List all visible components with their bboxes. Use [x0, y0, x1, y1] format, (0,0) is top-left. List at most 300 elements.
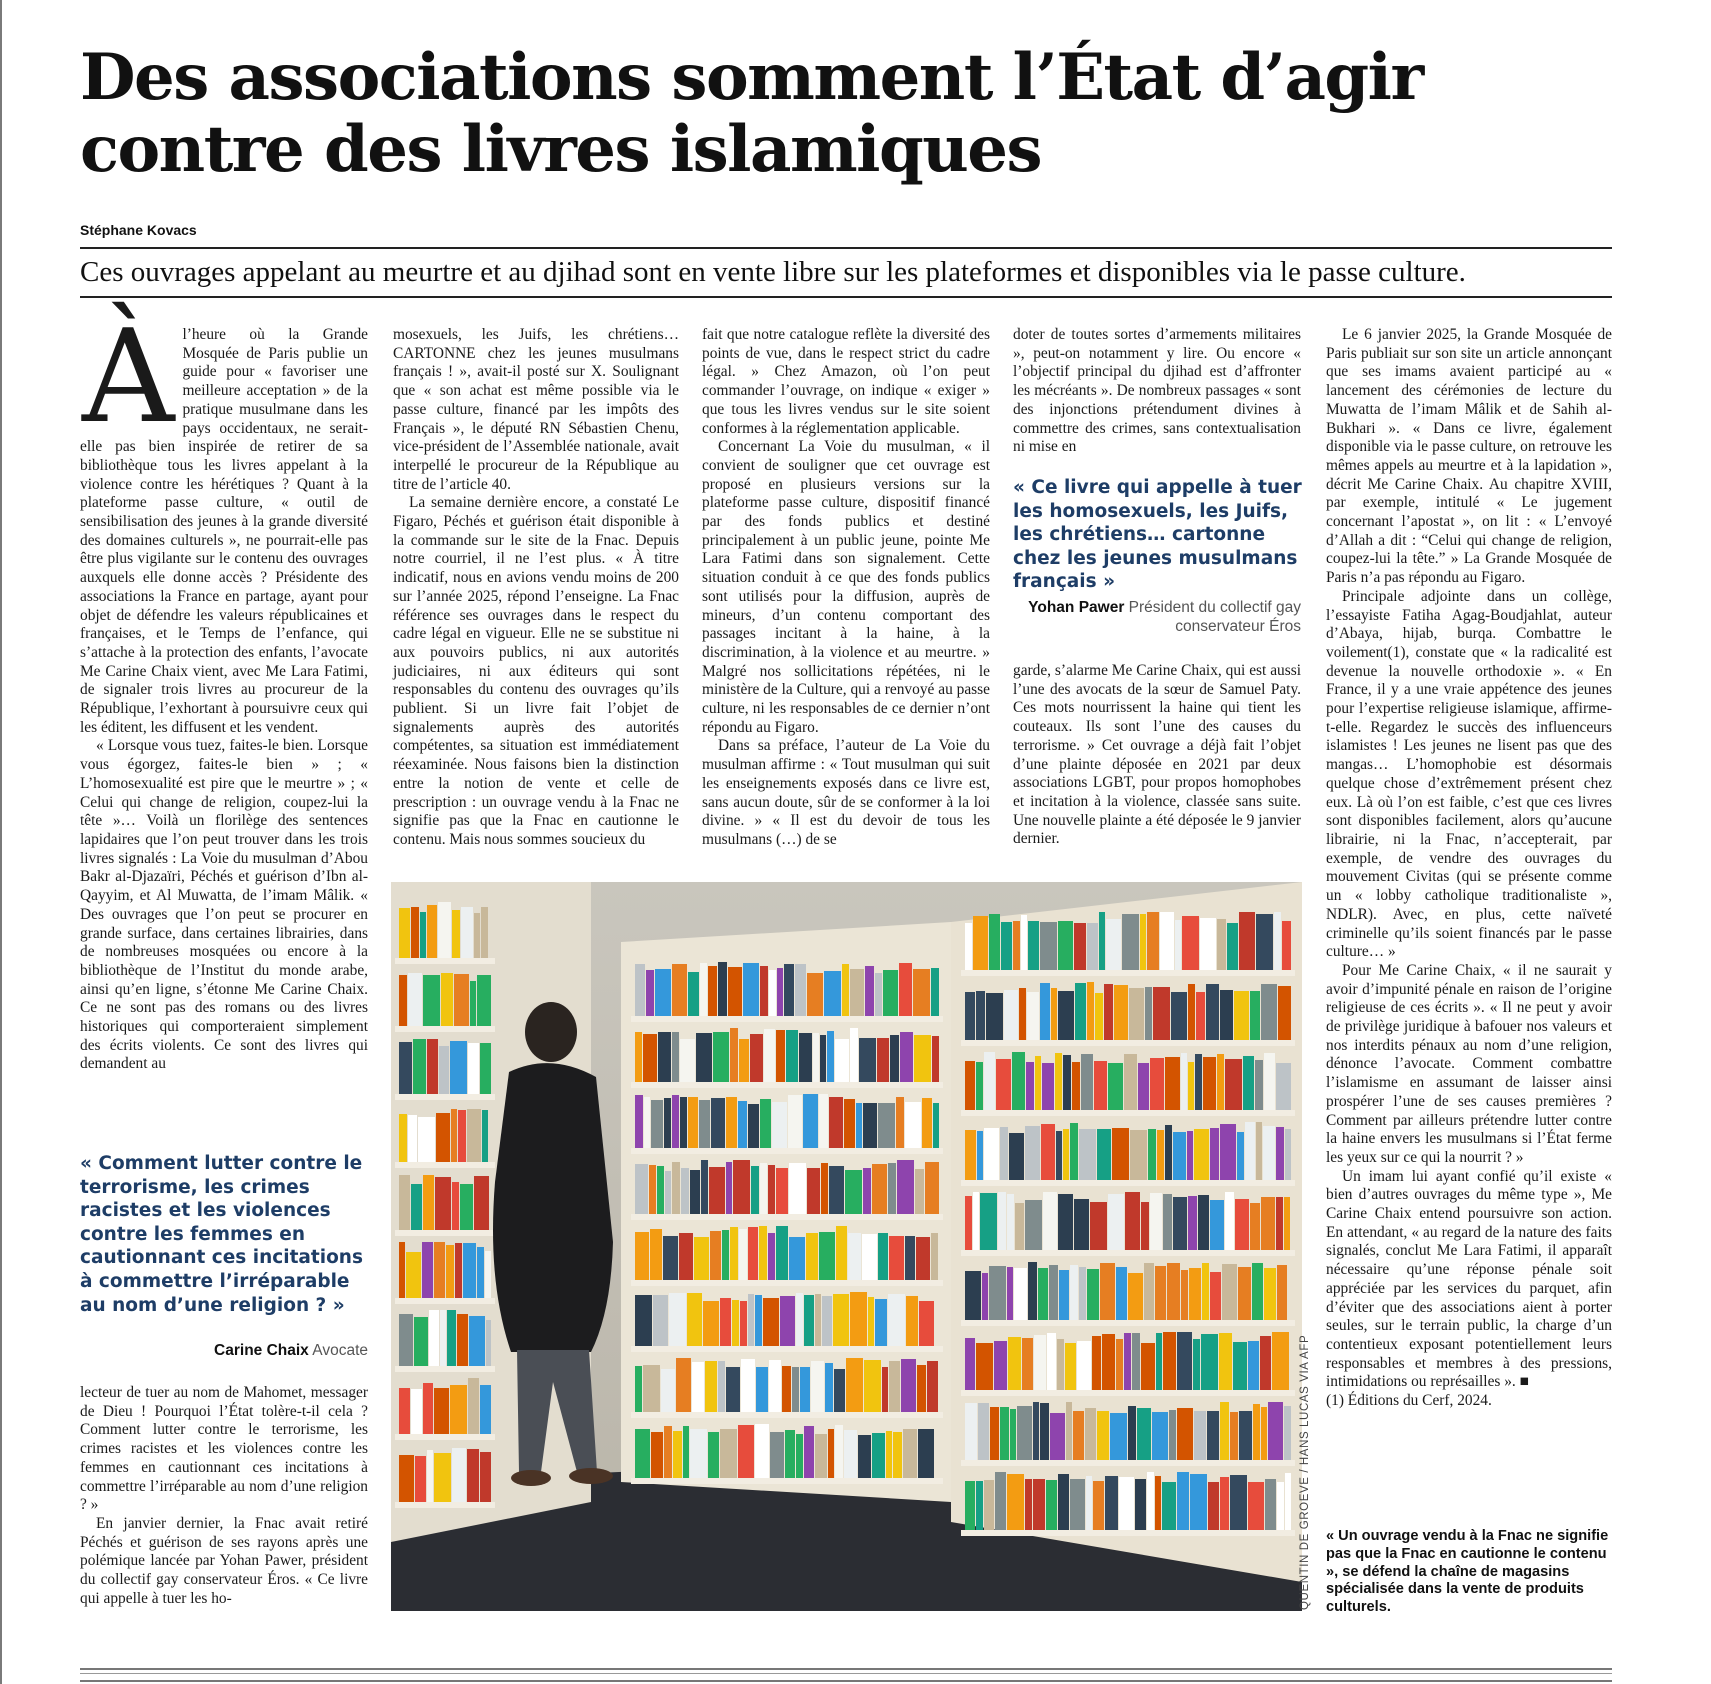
book-spine [1153, 987, 1170, 1040]
book-spine [1094, 1061, 1107, 1110]
book-spine [651, 1100, 663, 1148]
book-spine [1140, 914, 1146, 970]
shelf-board [395, 1366, 495, 1372]
book-spine [915, 1169, 924, 1214]
book-spine [769, 970, 776, 1016]
book-spine [976, 1481, 983, 1530]
book-spine [415, 1456, 426, 1502]
book-spine [711, 1098, 725, 1148]
book-spine [423, 1383, 433, 1434]
byline: Stéphane Kovacs [80, 222, 197, 238]
book-spine [1041, 1124, 1055, 1180]
book-spine [1141, 1343, 1155, 1390]
book-spine [1276, 1127, 1284, 1180]
book-spine [1147, 1472, 1154, 1530]
book-spine [1057, 1339, 1064, 1390]
book-spine [1087, 982, 1094, 1040]
book-spine [1181, 1053, 1187, 1110]
book-spine [932, 1036, 939, 1082]
book-spine [1013, 921, 1020, 970]
book-spine [1219, 1333, 1232, 1390]
book-spine [468, 1043, 479, 1094]
book-spine [699, 1100, 710, 1148]
book-spine [643, 1034, 657, 1082]
book-spine [739, 1039, 749, 1082]
book-spine [661, 1369, 675, 1412]
book-spine [705, 1361, 717, 1412]
book-spine [1116, 1339, 1123, 1390]
book-spine [877, 1038, 889, 1082]
book-spine [1171, 992, 1187, 1040]
col4-paragraph-2: garde, s’alarme Me Carine Chaix, qui est aussi l’une des avocats de la sœur de Samuel Paty. Ces mots nourrissent la haine qui tient les couteaux. Ils sont l’une des causes du terrorisme. » Cet ouvrage a déjà fait l’objet d’une plainte déposée en 2021 par deux associations LGBT, pour propos homophobes et incitation à la violence, classée sans suite. Une nouvelle plainte a été déposée le 9 janvier dernier. [1013, 662, 1301, 848]
book-spine [850, 1292, 867, 1346]
book-spine [436, 1113, 450, 1162]
book-spine [917, 1365, 926, 1412]
customer-coat [493, 1063, 613, 1352]
book-spine [1196, 992, 1205, 1040]
book-spine [769, 1360, 781, 1412]
book-spine [480, 1043, 491, 1094]
book-spine [1092, 1336, 1101, 1390]
quote-author-name: Carine Chaix [214, 1342, 309, 1359]
book-spine [650, 1229, 662, 1280]
book-spine [1144, 1263, 1154, 1320]
book-spine [413, 1039, 426, 1094]
book-spine [672, 1032, 679, 1082]
book-spine [1095, 993, 1103, 1040]
book-spine [1043, 1192, 1057, 1250]
book-spine [1063, 1129, 1069, 1180]
dropcap: À [82, 303, 175, 452]
book-spine [1019, 988, 1026, 1040]
book-spine [681, 1168, 689, 1214]
book-spine [1282, 921, 1291, 970]
bottom-rule [80, 1668, 1612, 1682]
book-spine [903, 1429, 917, 1478]
book-spine [965, 1271, 981, 1320]
book-spine [751, 1166, 759, 1214]
book-spine [1261, 1197, 1275, 1250]
book-spine [865, 966, 874, 1016]
book-spine [1007, 1194, 1014, 1250]
book-spine [423, 975, 440, 1026]
book-spine [1225, 1059, 1242, 1110]
shelf-board [395, 1298, 495, 1304]
book-spine [480, 1452, 491, 1502]
book-spine [1128, 1406, 1136, 1460]
book-spine [452, 1182, 459, 1230]
book-spine [863, 1168, 871, 1214]
quote-author-role: Président du collectif gay conservateur Éros [1128, 599, 1301, 635]
book-spine [690, 1429, 707, 1478]
book-spine [1202, 1263, 1209, 1320]
shelf-board [961, 970, 1295, 976]
rule-mid [80, 296, 1612, 298]
book-spine [819, 1094, 828, 1148]
book-spine [1264, 1053, 1275, 1110]
book-spine [760, 1163, 767, 1214]
book-spine [813, 1033, 819, 1082]
book-spine [399, 975, 407, 1026]
book-spine [933, 1103, 939, 1148]
book-spine [1265, 1479, 1276, 1530]
shelf-board [395, 1434, 495, 1440]
book-spine [701, 1160, 708, 1214]
book-spine [687, 1293, 702, 1346]
book-spine [486, 1320, 491, 1366]
book-spine [986, 993, 1003, 1040]
book-spine [965, 992, 975, 1040]
book-spine [980, 1193, 997, 1250]
book-spine [738, 1101, 747, 1148]
book-spine [1077, 1341, 1091, 1390]
book-spine [764, 1029, 775, 1082]
book-spine [768, 1233, 775, 1280]
book-spine [429, 1310, 439, 1366]
book-spine [665, 1171, 671, 1214]
col1-paragraph-3: lecteur de tuer au nom de Mahomet, messager de Dieu ! Pourquoi l’État tolère-t-il cela ? Comment lutter contre le terrorisme, les crimes racistes et les violences contre les femmes en cautionnant ces incitations à commettre l’irréparable au nom d’une religion ? » [80, 1384, 368, 1514]
book-spine [740, 1301, 747, 1346]
book-spine [730, 1028, 738, 1082]
book-spine [1237, 1132, 1244, 1180]
book-spine [467, 1449, 479, 1502]
book-spine [1125, 1192, 1140, 1250]
book-spine [905, 1102, 921, 1148]
book-spine [1116, 1267, 1127, 1320]
book-spine [474, 1176, 489, 1230]
book-spine [1040, 1403, 1049, 1460]
book-spine [1243, 1056, 1254, 1110]
book-spine [1035, 1056, 1041, 1110]
book-spine [741, 1359, 755, 1412]
book-spine [710, 1231, 721, 1280]
book-spine [905, 1236, 915, 1280]
book-spine [709, 1167, 725, 1214]
book-spine [1194, 1129, 1209, 1180]
book-spine [760, 1099, 771, 1148]
book-spine [635, 1295, 652, 1346]
book-spine [1090, 1202, 1107, 1250]
book-spine [833, 1294, 849, 1346]
book-spine [663, 1236, 678, 1280]
column-3 [702, 326, 990, 850]
book-spine [821, 1163, 828, 1214]
book-spine [399, 908, 410, 958]
book-spine [1141, 1202, 1149, 1250]
shelf-board [631, 1082, 943, 1088]
book-spine [450, 1385, 467, 1434]
book-spine [1278, 986, 1291, 1040]
book-spine [1250, 1203, 1260, 1250]
pull-quote-pawer-credit [1013, 598, 1301, 636]
col4-paragraph-1: doter de toutes sortes d’armements militaires », peut-on notamment y lire. Ou encore « l’objectif principal du djihad est d’affronter les mécréants ». De nombreux passages « sont des injonctions prétendument divines à commettre des crimes, sans contextualisation ni mise en [1013, 326, 1301, 456]
book-spine [408, 973, 422, 1026]
book-spine [878, 1103, 895, 1148]
column-1-bottom [80, 1384, 368, 1608]
shelf-board [395, 1094, 495, 1100]
book-spine [411, 907, 419, 958]
book-spine [1256, 914, 1273, 970]
book-spine [1124, 1054, 1137, 1110]
book-spine [1261, 984, 1277, 1040]
shelf-board [395, 958, 495, 964]
pull-quote-chaix-credit [80, 1342, 368, 1360]
book-spine [1285, 1129, 1291, 1180]
book-spine [996, 1059, 1011, 1110]
book-spine [965, 1061, 975, 1110]
book-spine [658, 1032, 671, 1082]
shelf-board [631, 1148, 943, 1154]
book-spine [965, 1338, 975, 1390]
book-spine [824, 971, 841, 1016]
book-spine [925, 1162, 939, 1214]
book-spine [786, 1030, 798, 1082]
book-spine [655, 969, 671, 1016]
shelf-board [961, 1390, 1295, 1396]
book-spine [451, 1109, 457, 1162]
book-spine [1007, 1474, 1024, 1530]
book-spine [469, 1316, 485, 1366]
book-spine [829, 1097, 843, 1148]
book-spine [1233, 1342, 1247, 1390]
book-spine [1157, 1130, 1164, 1180]
book-spine [1167, 1263, 1180, 1320]
book-spine [777, 968, 783, 1016]
book-spine [1100, 1263, 1115, 1320]
book-spine [422, 1242, 433, 1298]
book-spine [399, 1175, 410, 1230]
shelf-board [961, 1460, 1295, 1466]
col5-paragraph-1: Le 6 janvier 2025, la Grande Mosquée de Paris publiait sur son site un article annonçant que ses imams avaient participé au « lancement des cérémonies de lecture du Muwatta de l’imam Mâlik et de Sahih al-Bukhari ». « Dans ce livre, également disponible via le passe culture, on retrouve les mêmes appels au meurtre et à la lapidation », décrit Me Carine Chaix. Au chapitre XVIII, par exemple, intitulé « Le jugement concernant l’apostat », on lit : « L’envoyé d’Allah a dit : “Celui qui change de religion, coupez-lui la tête.” » La Grande Mosquée de Paris n’a pas répondu au Figaro. [1326, 326, 1612, 587]
col5-paragraph-2: Principale adjointe dans un collège, l’essayiste Fatiha Agag-Boudjahlat, auteur d’Abaya, hijab, burqa. Combattre le voilement(1), constate que « la radicalité est devenue la nouvelle orthodoxie ». « En France, il y a une vraie appétence des jeunes pour l’expertise religieuse islamique, affirme-t-elle. Regardez le succès des influenceurs islamistes ! Les jeunes ne lisent pas que des mangas… L’homophobie est désormais quelque chose d’extrêmement présent chez eux. Là où l’on est faible, c’est que ces livres sont disponibles facilement, alors qu’aucune librairie, ni la Fnac, n’accepterait, par exemple, de vendre des ouvrages du mouvement Civitas (qui se présente comme un « lobby catholique traditionaliste », NDLR). Avec, en plus, cette naïveté criminelle qu’ils soient financés par le passe culture… » [1326, 587, 1612, 961]
book-spine [820, 1035, 826, 1082]
book-spine [411, 1184, 422, 1230]
book-spine [756, 1367, 768, 1412]
book-spine [1028, 1262, 1037, 1320]
book-spine [931, 1233, 938, 1280]
book-spine [1175, 920, 1181, 970]
book-spine [1182, 916, 1199, 970]
book-spine [1210, 1272, 1221, 1320]
book-spine [1000, 1407, 1009, 1460]
column-2 [393, 326, 679, 850]
book-spine [1093, 1481, 1104, 1530]
book-spine [1058, 1194, 1073, 1250]
book-spine [708, 966, 717, 1016]
book-spine [460, 1184, 473, 1230]
book-spine [1145, 987, 1152, 1040]
book-spine [990, 1407, 999, 1460]
book-spine [780, 1296, 795, 1346]
book-spine [782, 1366, 791, 1412]
book-spine [1075, 983, 1086, 1040]
book-spine [646, 970, 654, 1016]
book-spine [859, 1038, 876, 1082]
book-spine [878, 1233, 888, 1280]
book-spine [468, 1378, 479, 1434]
book-spine [1110, 1413, 1127, 1460]
book-spine [846, 1358, 863, 1412]
book-spine [1058, 1474, 1069, 1530]
book-spine [477, 1247, 484, 1298]
book-spine [718, 962, 727, 1016]
book-spine [1206, 984, 1219, 1040]
pull-quote-chaix: « Comment lutter contre le terrorisme, les crimes racistes et les violences contre les femmes en cautionnant ces incitations à commettre l’irréparable au nom d’une religion ? » [80, 1153, 363, 1316]
book-spine [799, 1033, 812, 1082]
book-spine [1108, 1194, 1124, 1250]
book-spine [1021, 915, 1027, 970]
book-spine [1001, 922, 1012, 970]
shelf-board [395, 1230, 495, 1236]
book-spine [1252, 1263, 1263, 1320]
book-spine [669, 1293, 686, 1346]
book-spine [888, 1163, 896, 1214]
book-spine [899, 963, 912, 1016]
book-spine [1102, 1334, 1115, 1390]
book-spine [406, 1252, 421, 1298]
book-spine [1079, 1129, 1096, 1180]
book-spine [984, 1480, 994, 1530]
book-spine [844, 1099, 855, 1148]
book-spine [1220, 1124, 1236, 1180]
book-spine [973, 916, 988, 970]
book-spine [1122, 914, 1139, 970]
book-spine [732, 1300, 739, 1346]
book-spine [399, 1242, 405, 1298]
book-spine [931, 968, 939, 1016]
book-spine [815, 1294, 821, 1346]
book-spine [1188, 984, 1195, 1040]
book-spine [1250, 991, 1260, 1040]
book-spine [718, 1361, 725, 1412]
book-spine [1042, 1063, 1054, 1110]
book-spine [965, 1196, 972, 1250]
book-spine [1105, 1476, 1118, 1530]
col1-paragraph-1: l’heure où la Grande Mosquée de Paris publie un guide pour « favoriser une meilleure acceptation » de la pratique musulmane dans les pays occidentaux, ne serait-elle pas bien inspirée de retirer de sa bibliothèque tous les livres appelant à la violence contre les hérétiques ? Quant à la plateforme passe culture, « outil de sensibilisation des jeunes à la grande diversité des domaines culturels », ne pourrait-elle pas être plus vigilante sur le contenu des ouvrages auxquels elle donne accès ? Présidente des associations la France en partage, ayant pour objet de défendre les valeurs républicaines et françaises, et le Temps de l’enfance, qui s’attache à la protection des enfants, l’avocate Me Carine Chaix vient, avec Me Lara Fatimi, de signaler trois livres au procureur de la République, l’exhortant à poursuivre ceux qui les éditent, les diffusent et les vendent. [80, 326, 368, 736]
column-4-top [1013, 326, 1301, 457]
book-spine [1046, 1480, 1057, 1530]
book-spine [811, 1361, 824, 1412]
book-spine [1034, 1335, 1046, 1390]
book-spine [1276, 1197, 1283, 1250]
book-spine [875, 973, 882, 1016]
book-spine [1276, 1063, 1291, 1110]
book-spine [1181, 1270, 1188, 1320]
book-spine [1263, 1126, 1275, 1180]
book-spine [1239, 1411, 1252, 1460]
book-spine [825, 1363, 833, 1412]
book-spine [872, 1164, 887, 1214]
bookstore-scene [391, 882, 1302, 1611]
book-spine [976, 991, 985, 1040]
book-spine [875, 1299, 887, 1346]
book-spine [673, 1431, 682, 1478]
book-spine [441, 973, 453, 1026]
book-spine [788, 1095, 802, 1148]
book-spine [822, 1296, 832, 1346]
book-spine [1201, 1334, 1218, 1390]
book-spine [1203, 1057, 1216, 1110]
book-spine [806, 1233, 818, 1280]
book-spine [1150, 1193, 1162, 1250]
book-spine [1274, 912, 1281, 970]
col3-paragraph-2: Concernant La Voie du musulman, « il convient de souligner que cet ouvrage est proposé en plusieurs versions sur la plateforme passe culture, dispositif financé par des fonds publics et destiné principalement à un public jeune, pointe Me Lara Fatimi dans son signalement. Cette situation conduit à ce que des fonds publics sont utilisés pour la diffusion, auprès de mineurs, d’un contenu comportant des passages incitant à la haine, à la discrimination, à la violence et au meurtre. » Malgré nos sollicitations répétées, ni le ministère de la Culture, qui a renvoyé au passe culture, ni les responsables de ce dernier n’ont répondu au Figaro. [702, 438, 990, 736]
col5-paragraph-3: Pour Me Carine Chaix, « il ne saurait y avoir d’impunité pénale en raison de l’origine religieuse de ces écrits ». « Il ne peut y avoir de privilège juridique à bafouer nos valeurs et nos interdits pénaux au nom d’une religion, dénonce l’avocate. Comment combattre l’islamisme en assumant de laisser ainsi prospérer l’une de ses causes premières ? Comment par ailleurs prétendre lutter contre la haine envers les musulmans si l’État ferme les yeux sur ce qui la nourrit ? » [1326, 961, 1612, 1166]
book-spine [738, 1425, 754, 1478]
book-spine [1063, 1055, 1071, 1110]
book-spine [1017, 1406, 1032, 1460]
book-spine [1165, 1057, 1180, 1110]
book-spine [978, 1403, 989, 1460]
book-spine [1130, 1130, 1147, 1180]
book-spine [1190, 1474, 1207, 1530]
book-spine [1050, 1413, 1065, 1460]
book-spine [834, 1369, 845, 1412]
book-spine [1195, 1054, 1202, 1110]
book-spine [1007, 1267, 1013, 1320]
col3-paragraph-1: fait que notre catalogue reflète la diversité des points de vue, dans le respect strict du cadre légal. » Chez Amazon, où l’on peut commander l’ouvrage, on indique « exiger » que tous les livres vendus sur le site soient conformes à la réglementation applicable. [702, 326, 990, 437]
headline: Des associations somment l’État d’agir contre des livres islamiques [80, 40, 1423, 187]
book-spine [888, 1294, 905, 1346]
shelf-board [631, 1346, 943, 1352]
book-spine [692, 1362, 704, 1412]
book-spine [434, 1453, 451, 1502]
book-spine [635, 1164, 648, 1214]
book-spine [1014, 1268, 1027, 1320]
shelf-board [961, 1110, 1295, 1116]
book-spine [664, 1098, 671, 1148]
book-spine [989, 1266, 1006, 1320]
book-spine [720, 1298, 731, 1346]
book-spine [827, 1031, 834, 1082]
book-spine [819, 1232, 835, 1280]
book-spine [1177, 1408, 1193, 1460]
shelf-board [395, 1162, 495, 1168]
book-spine [1238, 1267, 1251, 1320]
book-spine [973, 1192, 979, 1250]
col3-paragraph-3: Dans sa préface, l’auteur de La Voie du musulman affirme : « Tout musulman qui suit les enseignements exposés dans ce livre est, sans aucun doute, sûr de se conformer à la loi divine. » « Il est du devoir de tous les musulmans (…) de se [702, 737, 990, 848]
book-spine [664, 1426, 672, 1478]
book-spine [789, 1163, 806, 1214]
book-spine [1135, 1479, 1146, 1530]
book-spine [1234, 991, 1249, 1040]
book-spine [676, 1358, 691, 1412]
book-spine [418, 1117, 435, 1162]
bookstore-photo [391, 882, 1302, 1611]
book-spine [1074, 1199, 1089, 1250]
book-spine [748, 1227, 758, 1280]
book-spine [672, 1095, 679, 1148]
book-spine [998, 1192, 1006, 1250]
book-spine [408, 1115, 417, 1162]
book-spine [474, 913, 480, 958]
shelf-board [961, 1180, 1295, 1186]
book-spine [776, 1168, 788, 1214]
book-spine [1033, 1402, 1039, 1460]
book-spine [1235, 1199, 1249, 1250]
book-spine [688, 972, 699, 1016]
book-spine [454, 974, 469, 1026]
book-spine [635, 1232, 649, 1280]
book-spine [796, 1434, 803, 1478]
book-spine [1040, 983, 1050, 1040]
quote-author-role: Avocate [312, 1342, 368, 1359]
book-spine [1070, 1265, 1078, 1320]
book-spine [1128, 1273, 1143, 1320]
footnote: (1) Éditions du Cerf, 2024. [1326, 1392, 1492, 1410]
book-spine [635, 1429, 650, 1478]
book-spine [423, 1175, 434, 1230]
